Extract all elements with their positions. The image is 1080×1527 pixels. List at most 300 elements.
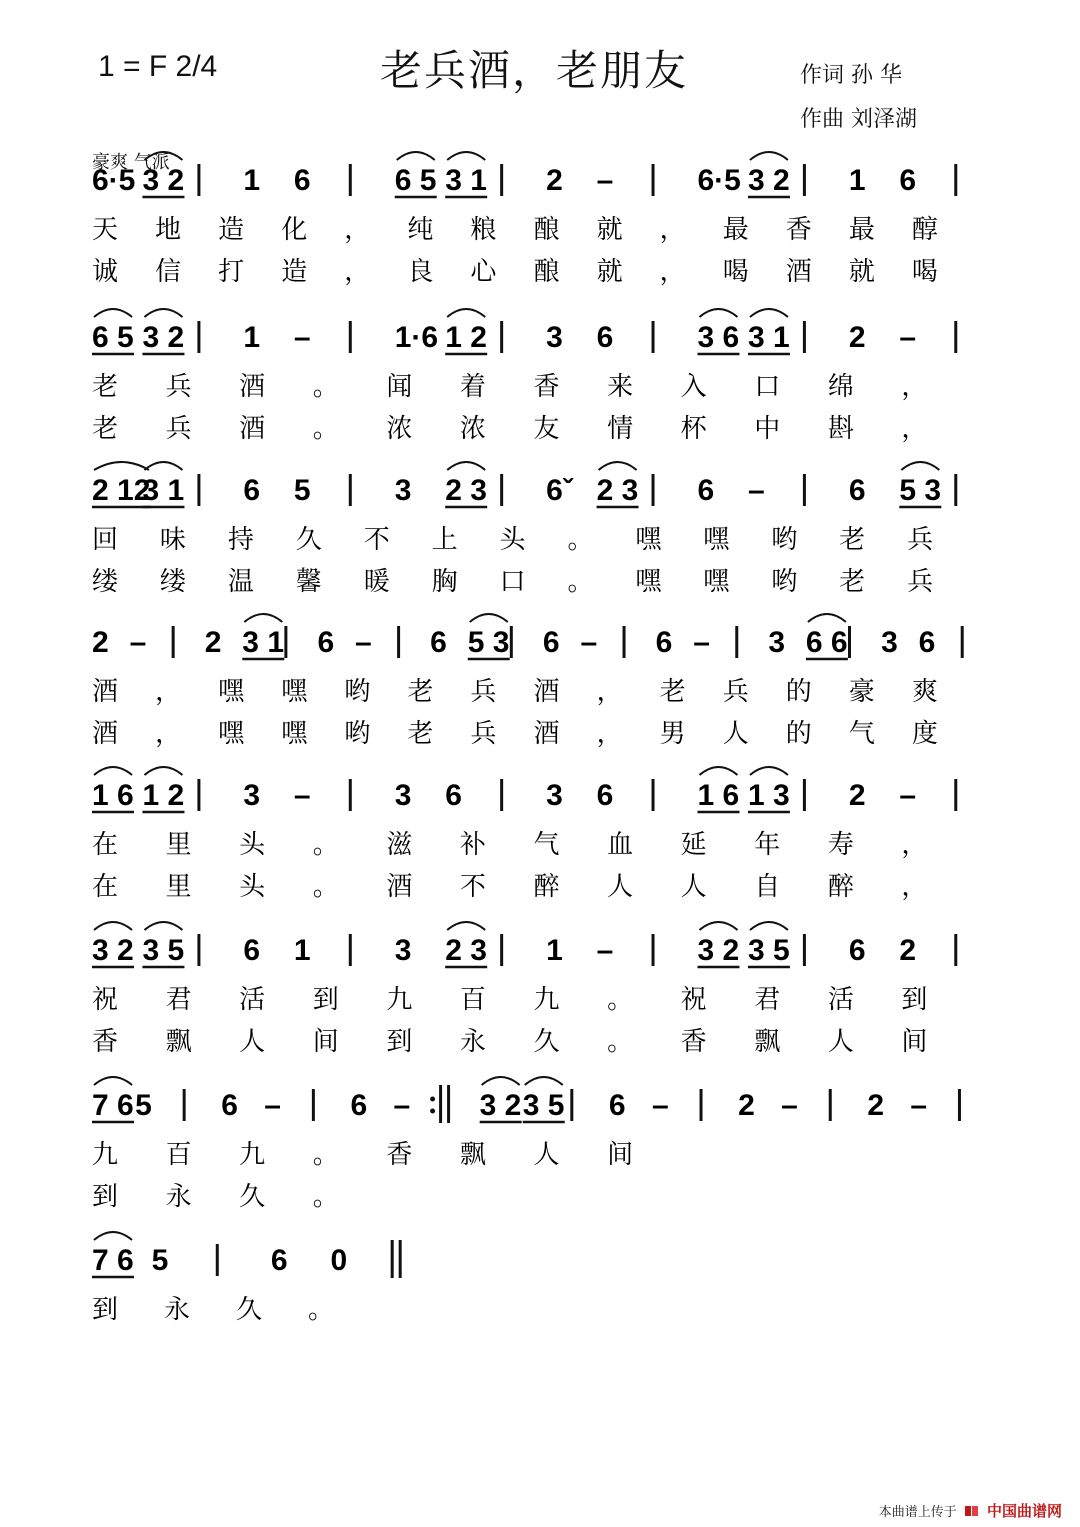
note-token: 3 5 bbox=[142, 934, 185, 967]
lyric-verse-1: 地 bbox=[155, 215, 182, 245]
lyric-verse-2: 暖 bbox=[363, 567, 390, 597]
note-token: 2 bbox=[867, 1089, 885, 1122]
note-token: 2 3 bbox=[445, 474, 487, 507]
lyric-verse-1: 豪 bbox=[848, 677, 875, 707]
lyric-verse-2: 。 bbox=[312, 414, 339, 444]
note-token: – bbox=[781, 1089, 798, 1122]
lyric-verse-2: 口 bbox=[499, 567, 526, 597]
note-token: – bbox=[129, 626, 147, 659]
lyric-verse-2: 杯 bbox=[680, 414, 707, 444]
lyric-verse-1: 嘿 bbox=[218, 677, 245, 707]
lyric-verse-1: 年 bbox=[754, 830, 781, 860]
lyric-verse-2: 兵 bbox=[165, 414, 192, 444]
lyric-verse-2: 气 bbox=[848, 719, 875, 749]
key-signature: 1 = F 2/4 bbox=[98, 50, 218, 83]
barline bbox=[392, 1240, 400, 1278]
lyric-verse-1: 兵 bbox=[470, 677, 497, 707]
slur-mark bbox=[470, 614, 508, 622]
slur-mark bbox=[447, 922, 485, 930]
note-token: – bbox=[899, 321, 917, 354]
note-token: 1 bbox=[293, 934, 311, 967]
lyric-verse-2: 的 bbox=[785, 719, 812, 749]
lyric-verse-1: 闻 bbox=[386, 372, 413, 402]
note-token: 3 bbox=[546, 779, 563, 812]
lyric-verse-2: 良 bbox=[407, 257, 434, 287]
lyric-verse-1: 兵 bbox=[722, 677, 749, 707]
slur-mark bbox=[699, 309, 737, 317]
lyric-verse-1: 老 bbox=[407, 677, 434, 707]
lyric-verse-2: 头 bbox=[239, 872, 266, 902]
lyric-verse-1: 哟 bbox=[771, 525, 798, 555]
lyric-verse-2: 哟 bbox=[771, 567, 798, 597]
slur-mark bbox=[447, 462, 485, 470]
lyric-verse-1: 祝 bbox=[680, 985, 707, 1015]
lyric-verse-2: ， bbox=[344, 257, 371, 287]
lyric-verse-2: 里 bbox=[165, 872, 192, 902]
lyric-verse-2: 久 bbox=[239, 1182, 266, 1212]
note-token: 1 bbox=[546, 934, 563, 967]
slur-mark bbox=[244, 614, 282, 622]
lyric-verse-2: 斟 bbox=[827, 414, 854, 444]
note-token: 5 bbox=[293, 474, 311, 507]
lyric-verse-1: 里 bbox=[165, 830, 192, 860]
lyric-verse-1: 回 bbox=[92, 525, 119, 555]
lyric-verse-2: 就 bbox=[848, 257, 875, 287]
note-token: 1 2 bbox=[142, 779, 185, 812]
lyric-verse-1: 头 bbox=[239, 830, 266, 860]
note-token: 1 6 bbox=[92, 779, 134, 812]
lyric-verse-2: 醉 bbox=[533, 872, 560, 902]
lyric-verse-1: 嘿 bbox=[703, 525, 730, 555]
note-token: 6 bbox=[317, 626, 335, 659]
note-token: 2 bbox=[848, 779, 866, 812]
lyric-verse-2: 人 bbox=[607, 872, 634, 902]
note-token: 6 bbox=[608, 1089, 626, 1122]
lyric-verse-1: 九 bbox=[92, 1140, 119, 1170]
note-token: 6 bbox=[848, 474, 866, 507]
lyric-verse-2: 酒 bbox=[239, 414, 266, 444]
lyric-verse-2: 人 bbox=[722, 719, 749, 749]
barline bbox=[430, 1085, 449, 1123]
note-token: 6 bbox=[596, 321, 614, 354]
lyric-verse-2: 浓 bbox=[386, 414, 413, 444]
lyric-verse-1: 间 bbox=[607, 1140, 634, 1170]
lyric-verse-1: ， bbox=[155, 677, 182, 707]
score-system bbox=[92, 152, 956, 287]
lyric-verse-1: 上 bbox=[431, 525, 458, 555]
lyric-verse-1: 。 bbox=[312, 830, 339, 860]
note-token: 3 1 bbox=[242, 626, 285, 659]
slur-mark bbox=[94, 1077, 132, 1085]
lyric-verse-1: 君 bbox=[754, 985, 781, 1015]
slur-mark bbox=[94, 767, 132, 775]
note-token: 6 bbox=[445, 779, 462, 812]
lyric-verse-2: 打 bbox=[218, 257, 245, 287]
lyric-verse-1: 纯 bbox=[407, 215, 434, 245]
note-token: – bbox=[651, 1089, 669, 1122]
note-token: 6 6 bbox=[805, 626, 848, 659]
note-token: 3 2 bbox=[479, 1089, 522, 1122]
note-token: 3 2 bbox=[142, 164, 185, 197]
note-token: – bbox=[393, 1089, 411, 1122]
note-token: 6 bbox=[270, 1244, 288, 1277]
lyric-verse-1: 人 bbox=[533, 1140, 560, 1170]
lyric-verse-2: 酒 bbox=[386, 872, 413, 902]
slur-mark bbox=[144, 462, 182, 470]
lyric-verse-2: 。 bbox=[312, 872, 339, 902]
lyric-verse-2: 缕 bbox=[159, 567, 186, 597]
lyric-verse-1: 活 bbox=[239, 985, 266, 1015]
lyric-verse-2: 香 bbox=[680, 1027, 707, 1057]
note-token: – bbox=[264, 1089, 281, 1122]
note-token: – bbox=[899, 779, 917, 812]
lyric-verse-1: 着 bbox=[459, 372, 486, 402]
note-token: 3 5 bbox=[747, 934, 790, 967]
note-token: 2 bbox=[546, 164, 563, 197]
lyric-verse-1: 嘿 bbox=[281, 677, 308, 707]
slur-mark bbox=[750, 767, 788, 775]
lyric-verse-2: 嘿 bbox=[281, 719, 308, 749]
note-token: – bbox=[293, 321, 311, 354]
score-system bbox=[92, 309, 956, 444]
note-token: 3 bbox=[394, 934, 412, 967]
lyric-verse-1: 延 bbox=[680, 830, 707, 860]
slur-mark bbox=[525, 1077, 563, 1085]
lyric-verse-2: 心 bbox=[470, 257, 497, 287]
lyric-verse-2: 嘿 bbox=[703, 567, 730, 597]
slur-mark bbox=[94, 1232, 132, 1240]
slur-mark bbox=[750, 152, 788, 160]
slur-mark bbox=[397, 152, 435, 160]
lyric-verse-1: ， bbox=[901, 372, 928, 402]
lyric-verse-1: 天 bbox=[92, 215, 119, 245]
lyric-verse-1: 不 bbox=[363, 525, 390, 555]
note-token: – bbox=[293, 779, 311, 812]
note-token: 2 bbox=[204, 626, 222, 659]
lyric-verse-1: 到 bbox=[901, 985, 928, 1015]
slur-mark bbox=[750, 922, 788, 930]
lyric-verse-2: 永 bbox=[165, 1182, 192, 1212]
lyric-verse-2: 永 bbox=[459, 1027, 486, 1057]
note-token: 0 bbox=[330, 1244, 348, 1277]
note-token: 3 1 bbox=[142, 474, 185, 507]
lyric-verse-2: 友 bbox=[533, 414, 560, 444]
lyric-verse-1: 久 bbox=[295, 525, 322, 555]
footer-site-name: 中国曲谱网 bbox=[986, 1502, 1062, 1520]
lyric-verse-1: 入 bbox=[680, 372, 707, 402]
lyric-verse-1: 老 bbox=[839, 525, 866, 555]
lyric-verse-2: 人 bbox=[680, 872, 707, 902]
lyric-verse-2: 间 bbox=[312, 1027, 339, 1057]
lyric-verse-2: 兵 bbox=[470, 719, 497, 749]
note-token: 3 bbox=[768, 626, 786, 659]
note-token: 6 bbox=[542, 626, 560, 659]
lyric-verse-1: 酒 bbox=[92, 677, 119, 707]
slur-mark bbox=[699, 767, 737, 775]
note-token: – bbox=[596, 934, 614, 967]
score-system bbox=[92, 922, 956, 1057]
note-token: 5 3 bbox=[467, 626, 510, 659]
note-token: 2 3 bbox=[596, 474, 639, 507]
note-token: 2 bbox=[848, 321, 866, 354]
note-token: 1 bbox=[243, 164, 261, 197]
slur-mark bbox=[144, 922, 182, 930]
lyric-verse-1: 味 bbox=[159, 525, 186, 555]
note-token: 7 6 bbox=[92, 1244, 134, 1277]
lyric-verse-2: 飘 bbox=[754, 1027, 781, 1057]
lyric-verse-1: 香 bbox=[785, 215, 812, 245]
note-token: 3 2 bbox=[697, 934, 740, 967]
note-token: 2 bbox=[899, 934, 917, 967]
lyric-verse-1: 百 bbox=[165, 1140, 192, 1170]
note-token: – bbox=[747, 474, 765, 507]
lyric-verse-1: 化 bbox=[281, 215, 308, 245]
lyric-verse-1: 滋 bbox=[386, 830, 413, 860]
lyric-verse-2: ， bbox=[155, 719, 182, 749]
note-token: 3 bbox=[394, 779, 412, 812]
score-system bbox=[92, 1232, 400, 1325]
lyric-verse-1: 九 bbox=[533, 985, 560, 1015]
note-token: 5 bbox=[135, 1089, 152, 1122]
lyric-verse-2: 浓 bbox=[459, 414, 486, 444]
note-token: 3 1 bbox=[747, 321, 790, 354]
note-token: 1 6 bbox=[697, 779, 740, 812]
lyric-verse-2: 男 bbox=[659, 719, 686, 749]
note-token: 1 3 bbox=[747, 779, 790, 812]
lyric-verse-1: 兵 bbox=[165, 372, 192, 402]
slur-mark bbox=[94, 309, 132, 317]
lyric-verse-2: 诚 bbox=[92, 257, 119, 287]
note-token: 6 bbox=[918, 626, 936, 659]
slur-mark bbox=[599, 462, 637, 470]
score-system bbox=[92, 1077, 959, 1212]
lyric-verse-1: 活 bbox=[827, 985, 854, 1015]
lyric-verse-2: 老 bbox=[92, 414, 119, 444]
lyric-verse-1: 祝 bbox=[92, 985, 119, 1015]
lyric-verse-1: 最 bbox=[722, 215, 749, 245]
slur-mark bbox=[482, 1077, 520, 1085]
lyric-verse-2: 。 bbox=[312, 1182, 339, 1212]
lyric-verse-1: 的 bbox=[785, 677, 812, 707]
lyric-verse-2: 久 bbox=[533, 1027, 560, 1057]
note-token: 3 bbox=[881, 626, 898, 659]
lyric-verse-2: 。 bbox=[607, 1027, 634, 1057]
note-token: 6 bbox=[430, 626, 447, 659]
lyric-verse-1: 就 bbox=[596, 215, 623, 245]
note-token: 6 bbox=[221, 1089, 238, 1122]
lyric-verse-1: 头 bbox=[499, 525, 526, 555]
lyric-verse-2: 哟 bbox=[344, 719, 371, 749]
lyric-verse-1: 酿 bbox=[533, 215, 560, 245]
note-token: 3 bbox=[243, 779, 261, 812]
note-token: 3 2 bbox=[92, 934, 134, 967]
lyric-verse-2: 不 bbox=[459, 872, 486, 902]
slur-mark bbox=[901, 462, 939, 470]
footer-upload-text: 本曲谱上传于 bbox=[878, 1505, 957, 1520]
lyric-verse-2: ， bbox=[596, 719, 623, 749]
note-token: 5 bbox=[151, 1244, 169, 1277]
note-token: 2 bbox=[92, 626, 109, 659]
note-token: 2 12 bbox=[92, 474, 151, 507]
slur-mark bbox=[699, 922, 737, 930]
lyric-verse-2: 飘 bbox=[165, 1027, 192, 1057]
lyric-verse-1: ， bbox=[901, 830, 928, 860]
lyric-verse-1: ， bbox=[344, 215, 371, 245]
note-token: 6 5 bbox=[394, 164, 437, 197]
score-system bbox=[92, 767, 956, 902]
lyric-verse-1: 造 bbox=[218, 215, 245, 245]
lyric-verse-1: 到 bbox=[92, 1295, 119, 1325]
lyric-verse-1: 君 bbox=[165, 985, 192, 1015]
lyric-verse-1: 老 bbox=[659, 677, 686, 707]
slur-mark bbox=[144, 152, 182, 160]
lyric-verse-1: 补 bbox=[459, 830, 486, 860]
note-token: – bbox=[693, 626, 710, 659]
note-token: 6·5 bbox=[92, 164, 136, 197]
lyric-verse-2: 香 bbox=[92, 1027, 119, 1057]
note-token: – bbox=[910, 1089, 928, 1122]
lyric-verse-1: 香 bbox=[386, 1140, 413, 1170]
composer-credit: 作曲 刘泽湖 bbox=[800, 107, 917, 132]
score-system bbox=[92, 614, 962, 749]
lyric-verse-1: 香 bbox=[533, 372, 560, 402]
note-token: 6 bbox=[350, 1089, 368, 1122]
lyric-verse-1: 永 bbox=[164, 1295, 191, 1325]
note-token: 6 bbox=[848, 934, 866, 967]
lyric-verse-2: 醉 bbox=[827, 872, 854, 902]
lyric-verse-2: 情 bbox=[607, 414, 634, 444]
note-token: 3 2 bbox=[747, 164, 790, 197]
lyric-verse-2: 喝 bbox=[722, 257, 749, 287]
note-token: 1·6 bbox=[394, 321, 439, 354]
lyric-verse-1: 醇 bbox=[911, 215, 938, 245]
lyric-verse-2: 人 bbox=[827, 1027, 854, 1057]
lyric-verse-1: 来 bbox=[607, 372, 634, 402]
lyric-verse-2: 度 bbox=[911, 719, 938, 749]
note-token: 6ˇ bbox=[546, 474, 573, 507]
slur-mark bbox=[144, 309, 182, 317]
lyric-verse-1: 到 bbox=[312, 985, 339, 1015]
lyric-verse-1: 持 bbox=[227, 525, 254, 555]
lyric-verse-1: 在 bbox=[92, 830, 119, 860]
lyric-verse-2: 中 bbox=[754, 414, 781, 444]
lyric-verse-1: ， bbox=[659, 215, 686, 245]
note-token: 5 3 bbox=[899, 474, 942, 507]
slur-mark bbox=[808, 614, 846, 622]
lyric-verse-2: 酒 bbox=[785, 257, 812, 287]
lyric-verse-2: 嘿 bbox=[635, 567, 662, 597]
lyric-verse-2: 造 bbox=[281, 257, 308, 287]
note-token: 6 bbox=[655, 626, 673, 659]
note-token: 6 bbox=[243, 474, 261, 507]
lyric-verse-1: 绵 bbox=[827, 372, 854, 402]
lyric-verse-2: 兵 bbox=[907, 567, 934, 597]
note-token: 2 bbox=[738, 1089, 755, 1122]
tempo-marking: 豪爽 气派 bbox=[92, 152, 170, 173]
lyric-verse-2: 嘿 bbox=[218, 719, 245, 749]
lyric-verse-1: 寿 bbox=[827, 830, 854, 860]
lyric-verse-1: 久 bbox=[236, 1295, 263, 1325]
footer-credit bbox=[879, 1500, 1062, 1521]
lyric-verse-2: 。 bbox=[567, 567, 594, 597]
lyric-verse-2: 酒 bbox=[533, 719, 560, 749]
lyric-verse-1: 。 bbox=[312, 1140, 339, 1170]
lyric-verse-1: ， bbox=[596, 677, 623, 707]
lyric-verse-2: ， bbox=[659, 257, 686, 287]
lyric-verse-2: ， bbox=[901, 414, 928, 444]
note-token: 3 6 bbox=[697, 321, 740, 354]
lyric-verse-1: 九 bbox=[239, 1140, 266, 1170]
note-token: 3 1 bbox=[445, 164, 487, 197]
note-token: 1 2 bbox=[445, 321, 487, 354]
note-token: 3 bbox=[394, 474, 412, 507]
lyric-verse-1: 气 bbox=[533, 830, 560, 860]
slur-mark bbox=[750, 309, 788, 317]
lyric-verse-1: 。 bbox=[312, 372, 339, 402]
note-token: 3 bbox=[546, 321, 563, 354]
lyric-verse-2: 就 bbox=[596, 257, 623, 287]
lyric-verse-2: 酿 bbox=[533, 257, 560, 287]
lyric-verse-2: 在 bbox=[92, 872, 119, 902]
lyric-verse-1: 。 bbox=[308, 1295, 335, 1325]
note-token: – bbox=[355, 626, 372, 659]
note-token: 1 bbox=[243, 321, 261, 354]
lyric-verse-2: 自 bbox=[754, 872, 781, 902]
lyric-verse-2: 缕 bbox=[92, 567, 119, 597]
lyric-verse-1: 爽 bbox=[911, 677, 938, 707]
lyric-verse-2: 馨 bbox=[295, 567, 322, 597]
lyric-verse-1: 粮 bbox=[470, 215, 497, 245]
song-title: 老兵酒，老朋友 bbox=[380, 46, 689, 95]
slur-mark bbox=[447, 309, 485, 317]
slur-mark bbox=[447, 152, 485, 160]
lyric-verse-2: ， bbox=[901, 872, 928, 902]
note-token: 6 bbox=[596, 779, 614, 812]
site-logo-icon bbox=[964, 1504, 980, 1518]
note-token: – bbox=[580, 626, 598, 659]
note-token: 1 bbox=[848, 164, 866, 197]
lyric-verse-1: 最 bbox=[848, 215, 875, 245]
lyric-verse-2: 到 bbox=[92, 1182, 119, 1212]
lyric-verse-2: 温 bbox=[227, 567, 254, 597]
lyric-verse-2: 间 bbox=[901, 1027, 928, 1057]
lyric-verse-2: 酒 bbox=[92, 719, 119, 749]
lyric-verse-1: 口 bbox=[754, 372, 781, 402]
note-token: 3 2 bbox=[142, 321, 185, 354]
slur-mark bbox=[94, 462, 149, 470]
lyric-verse-1: 酒 bbox=[533, 677, 560, 707]
lyric-verse-1: 九 bbox=[386, 985, 413, 1015]
lyric-verse-2: 到 bbox=[386, 1027, 413, 1057]
note-token: 6 bbox=[243, 934, 261, 967]
lyric-verse-1: 血 bbox=[607, 830, 634, 860]
note-token: 7 6 bbox=[92, 1089, 134, 1122]
note-token: 3 5 bbox=[522, 1089, 565, 1122]
lyric-verse-1: 兵 bbox=[907, 525, 934, 555]
note-token: 6 bbox=[293, 164, 311, 197]
lyric-verse-2: 信 bbox=[155, 257, 182, 287]
note-token: 6·5 bbox=[697, 164, 741, 197]
lyric-verse-1: 嘿 bbox=[635, 525, 662, 555]
lyric-verse-1: 。 bbox=[607, 985, 634, 1015]
note-token: 2 3 bbox=[445, 934, 487, 967]
score-system bbox=[92, 462, 956, 597]
lyric-verse-2: 人 bbox=[239, 1027, 266, 1057]
note-token: – bbox=[596, 164, 614, 197]
lyric-verse-2: 老 bbox=[407, 719, 434, 749]
lyric-verse-1: 百 bbox=[459, 985, 486, 1015]
slur-mark bbox=[94, 922, 132, 930]
